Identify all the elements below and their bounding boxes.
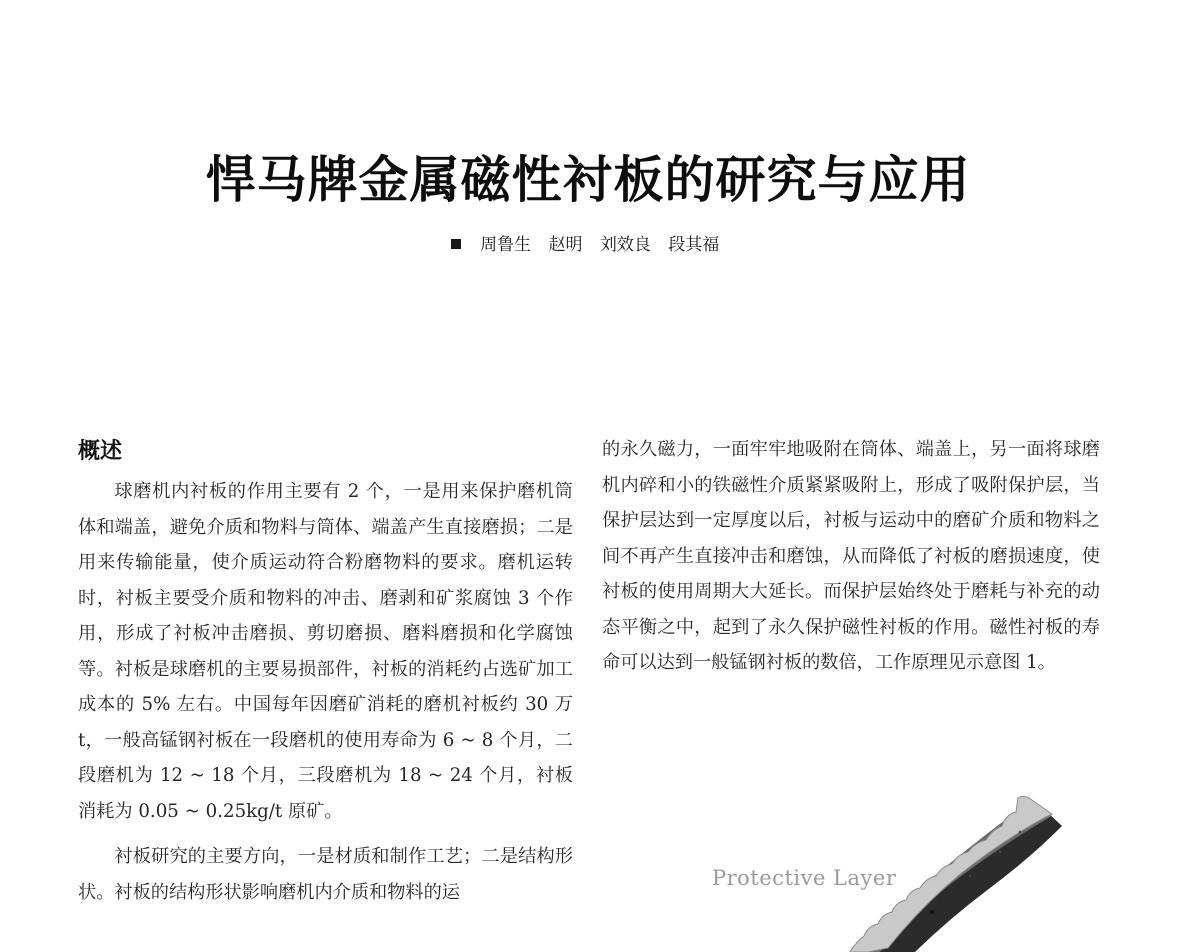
author-name: 周鲁生	[480, 235, 532, 255]
body-paragraph: 衬板研究的主要方向，一是材质和制作工艺；二是结构形状。衬板的结构形状影响磨机内介质和物料的运	[78, 846, 573, 903]
body-paragraph: 球磨机内衬板的作用主要有 2 个，一是用来保护磨机筒体和端盖，避免介质和物料与筒体、端盖产生直接磨损；二是用来传输能量，使介质运动符合粉磨物料的要求。磨机运转时，衬板主要受介质和物料的冲击、磨剥和矿浆腐蚀 3 个作用，形成了衬板冲击磨损、剪切磨损、磨料磨损和化学腐蚀等。衬板是球磨机的主要易损部件，衬板的消耗约占选矿加工成本的 5% 左右。中国每年因磨矿消耗的磨机衬板约 30 万 t，一般高锰钢衬板在一段磨机的使用寿命为 6 ~ 8 个月，二段磨机为 12 ~ 18 个月，三段磨机为 18 ~ 24 个月，衬板消耗为 0.05 ~ 0.25kg/t 原矿。	[78, 481, 573, 822]
figure-label: Protective Layer	[712, 866, 897, 890]
section-heading: 概述	[78, 439, 123, 464]
left-column	[78, 432, 573, 910]
right-column	[602, 432, 1100, 681]
author-line	[0, 230, 1176, 255]
body-paragraph: 的永久磁力，一面牢牢地吸附在筒体、端盖上，另一面将球磨机内碎和小的铁磁性介质紧紧吸附上，形成了吸附保护层，当保护层达到一定厚度以后，衬板与运动中的磨矿介质和物料之间不再产生直接冲击和磨蚀，从而降低了衬板的磨损速度，使衬板的使用周期大大延长。而保护层始终处于磨耗与补充的动态平衡之中，起到了永久保护磁性衬板的作用。磁性衬板的寿命可以达到一般锰钢衬板的数倍，工作原理见示意图 1。	[602, 439, 1100, 673]
author-name: 赵明	[548, 235, 583, 255]
author-name: 刘效良	[599, 235, 651, 255]
author-name: 段其福	[668, 235, 720, 255]
article-title: 悍马牌金属磁性衬板的研究与应用	[205, 151, 971, 209]
figure-1-diagram	[700, 780, 1100, 952]
author-bullet-icon	[451, 239, 461, 249]
